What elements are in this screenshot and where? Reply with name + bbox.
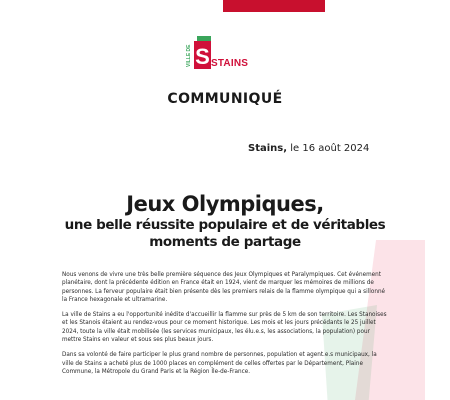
body-paragraph: Dans sa volonté de faire participer le plus grand nombre de personnes, population et agent.e.s municipaux, la ville de Stains a acheté plus de 1000 places en complément de celles offertes par le Département, Plaine Commune, la Métropole du Grand Paris et la Région Île-de-France. <box>62 352 377 375</box>
dateline-place: Stains, <box>248 143 288 154</box>
body-text <box>62 271 387 383</box>
page-title: COMMUNIQUÉ <box>167 91 283 107</box>
body-paragraph: Nous venons de vivre une très belle première séquence des Jeux Olympiques et Paralympiques. Cet événement planétaire, dont la précédente édition en France était en 1924, vient de marquer les mémoires de millions de personnes. La ferveur populaire était bien présente dès les premiers relais de la flamme olympique qui a sillonné la France hexagonale et ultramarine. <box>62 272 386 303</box>
body-paragraph: La ville de Stains a eu l'opportunité inédite d'accueillir la flamme sur près de 5 km de son territoire. Les Stanoises et les Stanois étaient au rendez-vous pour ce moment historique. Les mois et les jours précédants le 25 juillet 2024, toute la ville était mobilisée (les services municipaux, les élu.e.s, les associations, la population) pour mettre Stains en valeur et sous ses plus beaux jours. <box>62 312 387 344</box>
headline-line-2: une belle réussite populaire et de véritables <box>64 217 386 233</box>
headline-line-1: Jeux Olympiques, <box>126 192 324 216</box>
logo-wordmark: STAINS <box>211 58 249 69</box>
headline-line-3: moments de partage <box>149 234 301 250</box>
dateline-date: le 16 août 2024 <box>290 143 370 154</box>
headline <box>0 192 450 251</box>
header-accent-bar <box>223 0 325 12</box>
logo-subtitle: VILLE DE <box>186 44 192 67</box>
dateline <box>248 143 369 154</box>
logo-letter: S <box>195 44 210 69</box>
